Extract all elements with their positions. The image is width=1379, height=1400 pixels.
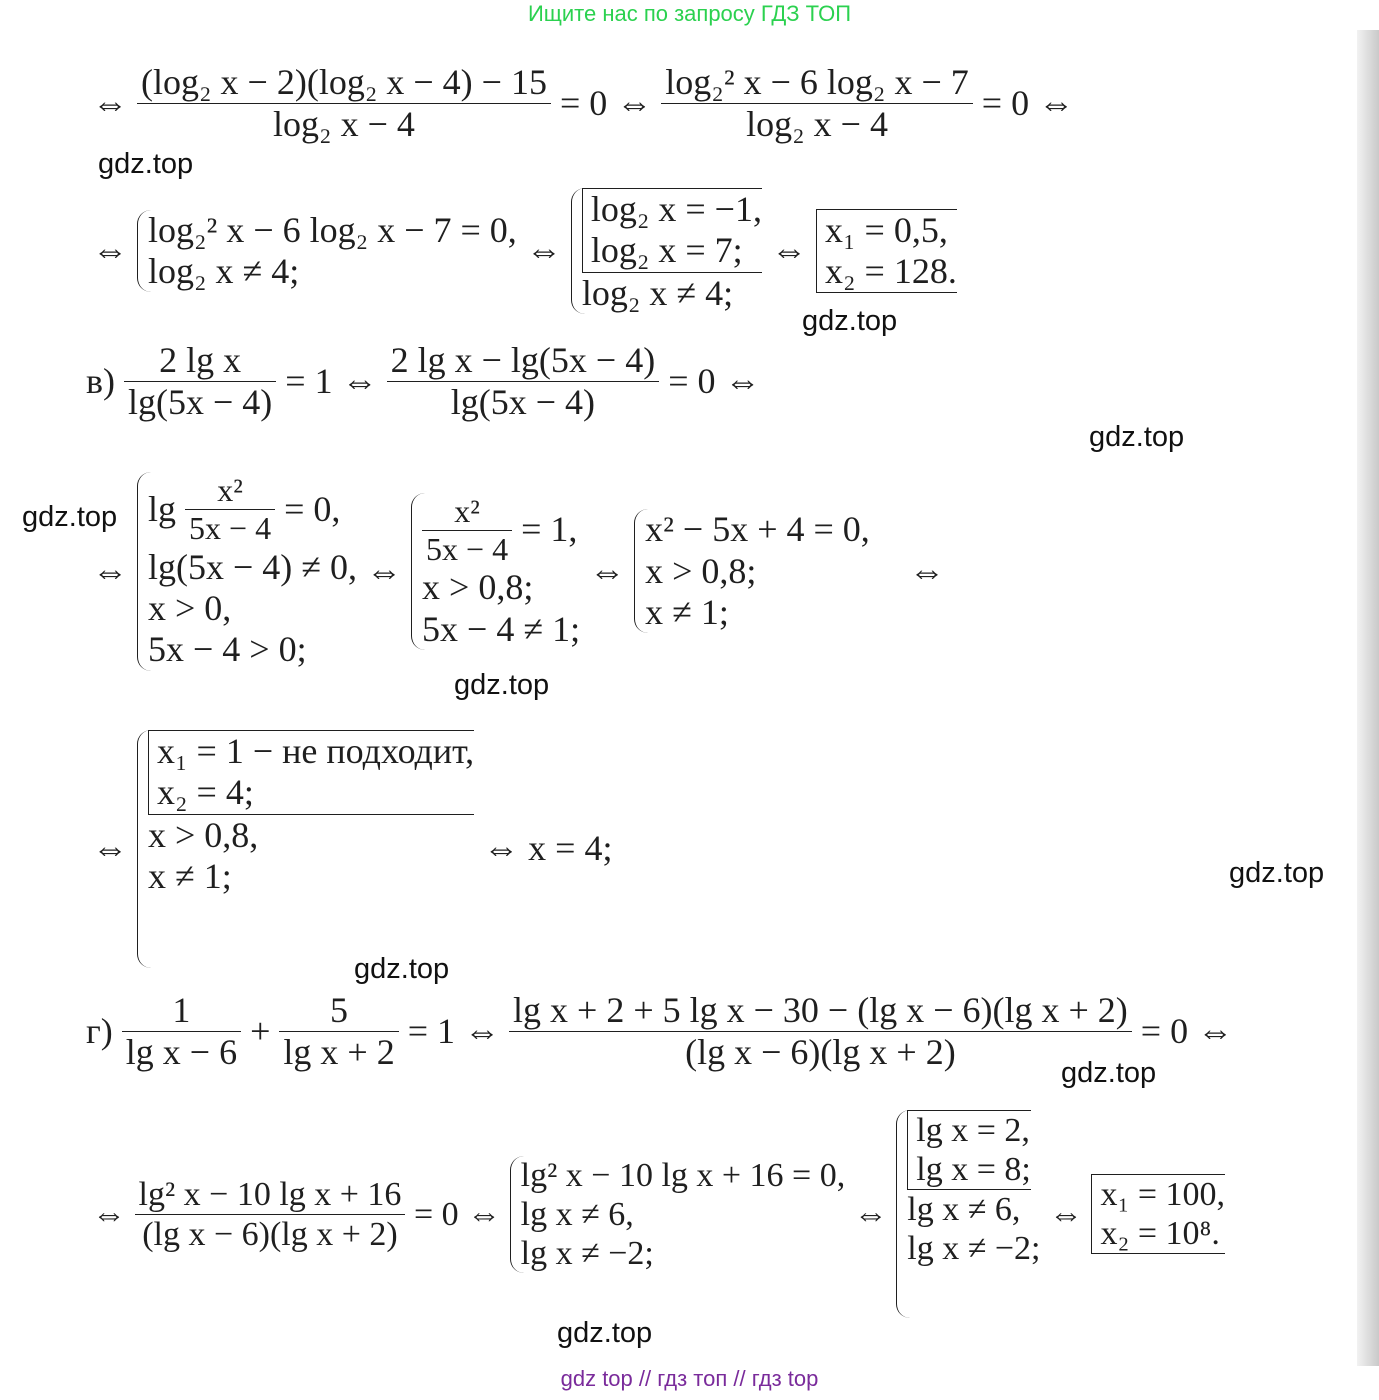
equation-line-3 (86, 340, 761, 424)
fraction (422, 493, 512, 568)
denominator: lg x + 2 (283, 1032, 395, 1073)
system-row: lg x ≠ −2; (907, 1230, 1041, 1268)
system-row: 5x − 4 ≠ 1; (422, 608, 581, 649)
system-row: x² − 5x + 4 = 0, (645, 509, 870, 550)
fraction (137, 62, 551, 146)
watermark: gdz.top (1089, 421, 1185, 453)
watermark: gdz.top (22, 501, 118, 533)
equiv-sign: ⇔ (589, 550, 626, 591)
equiv-sign: ⇔ (525, 230, 562, 271)
union-row: lg x = 8; (916, 1151, 1031, 1189)
system (896, 1110, 1040, 1318)
equals-zero: = 0 ⇔ (559, 83, 653, 124)
union-row: log₂ x = 7; (590, 230, 743, 271)
equals-zero: = 0 ⇔ (668, 361, 761, 402)
equation-line-2 (92, 188, 957, 314)
numerator: 1 (122, 990, 241, 1032)
system-row: x > 0, (148, 587, 232, 628)
system (137, 472, 357, 671)
equiv-sign: ⇔ (908, 550, 945, 591)
denominator: (lg x − 6)(lg x + 2) (142, 1215, 398, 1253)
denominator: log₂ x − 4 (273, 104, 415, 145)
system-row: lg x ≠ 6, (907, 1191, 1021, 1229)
answer-row: x₂ = 10⁸. (1100, 1215, 1220, 1253)
numerator: lg² x − 10 lg x + 16 (135, 1175, 406, 1215)
numerator: 2 lg x (124, 340, 276, 382)
equiv-sign: ⇔ (366, 550, 403, 591)
system (137, 210, 517, 293)
fraction (279, 990, 398, 1074)
watermark: gdz.top (98, 148, 194, 180)
equiv-sign: ⇔ (770, 230, 807, 271)
union-row: lg x = 2, (916, 1112, 1030, 1149)
system-row: lg(5x − 4) ≠ 0, (148, 546, 358, 587)
system-row: x > 0,8, (148, 814, 259, 855)
equation-line-1 (92, 62, 1074, 146)
answer-row: x₂ = 128. (824, 251, 957, 292)
equals-one: = 1 ⇔ (407, 1011, 501, 1052)
answer-bracket (1091, 1174, 1225, 1254)
equiv-sign: ⇔ (92, 83, 128, 124)
lg-text: lg (148, 488, 177, 529)
system-row: x > 0,8; (422, 567, 534, 608)
equation-line-4 (92, 472, 945, 671)
system-row: log₂ x ≠ 4; (148, 251, 300, 292)
system-row: lg x ≠ −2; (520, 1234, 654, 1272)
result: ⇔ x = 4; (483, 828, 613, 869)
numerator: 5 (279, 990, 398, 1032)
fraction (124, 340, 276, 424)
denominator: lg x − 6 (125, 1032, 238, 1073)
watermark: gdz.top (802, 305, 898, 337)
system (634, 509, 870, 633)
denominator: lg(5x − 4) (450, 382, 596, 423)
fraction (185, 472, 275, 547)
denominator: 5x − 4 (189, 509, 272, 546)
numerator: lg x + 2 + 5 lg x − 30 − (lg x − 6)(lg x + 2) (509, 990, 1132, 1032)
numerator: 2 lg x − lg(5x − 4) (387, 340, 660, 382)
equiv-sign: ⇔ (92, 828, 128, 869)
fraction (661, 62, 973, 146)
fraction (135, 1175, 406, 1254)
union-row: x₂ = 4; (157, 772, 254, 813)
watermark: gdz.top (1061, 1057, 1157, 1089)
system-row: x > 0,8; (645, 550, 757, 591)
watermark: gdz.top (454, 669, 550, 701)
system-row: log₂² x − 6 log₂ x − 7 = 0, (148, 209, 517, 250)
equiv-sign: ⇔ (92, 230, 128, 271)
denominator: 5x − 4 (426, 530, 509, 567)
equals-zero: = 0 ⇔ (1140, 1011, 1234, 1052)
numerator: x² (422, 493, 512, 531)
denominator: (lg x − 6)(lg x + 2) (685, 1032, 956, 1073)
fraction (122, 990, 241, 1074)
system-row: x ≠ 1; (148, 856, 232, 897)
equation-line-7 (92, 1110, 1225, 1318)
union-bracket (582, 188, 762, 273)
system-row: x ≠ 1; (645, 592, 729, 633)
equals-text: = 0, (284, 488, 341, 529)
numerator: x² (185, 472, 275, 510)
item-label: в) (86, 361, 115, 402)
numerator: (log₂ x − 2)(log₂ x − 4) − 15 (137, 62, 551, 104)
system-row (422, 493, 580, 568)
watermark: gdz.top (1229, 857, 1325, 889)
union-row: x₁ = 1 − не подходит, (157, 731, 475, 771)
fraction (509, 990, 1132, 1074)
fraction (387, 340, 660, 424)
denominator: log₂ x − 4 (746, 104, 888, 145)
equals-one: = 1 ⇔ (285, 361, 378, 402)
system (411, 493, 580, 650)
equals-zero: = 0 ⇔ (981, 83, 1075, 124)
header-banner: Ищите нас по запросу ГДЗ ТОП (527, 1, 852, 26)
footer-banner: gdz top // гдз топ // гдз top (560, 1366, 819, 1391)
equiv-sign: ⇔ (92, 1195, 126, 1233)
system (137, 730, 474, 968)
system-row: log₂ x ≠ 4; (581, 272, 734, 313)
item-label: г) (86, 1011, 113, 1052)
union-row: log₂ x = −1, (590, 189, 762, 229)
watermark: gdz.top (354, 953, 450, 985)
equals-text: = 1, (521, 509, 578, 550)
plus-sign: + (250, 1011, 271, 1052)
system (510, 1156, 846, 1273)
union-bracket (148, 730, 474, 815)
answer-row: x₁ = 100, (1100, 1176, 1226, 1214)
answer-bracket (816, 209, 957, 294)
answer-row: x₁ = 0,5, (824, 209, 948, 250)
equiv-sign: ⇔ (92, 550, 128, 591)
page-edge-shadow (1357, 30, 1379, 1366)
equals-zero: = 0 ⇔ (413, 1195, 502, 1233)
union-bracket (907, 1110, 1031, 1190)
equiv-sign: ⇔ (1048, 1195, 1083, 1233)
system-row: lg x ≠ 6, (520, 1195, 634, 1233)
equation-line-5 (92, 730, 612, 968)
denominator: lg(5x − 4) (128, 382, 273, 423)
numerator: log₂² x − 6 log₂ x − 7 (661, 62, 973, 104)
system (571, 188, 762, 314)
equiv-sign: ⇔ (853, 1195, 888, 1233)
system-row: 5x − 4 > 0; (148, 629, 307, 670)
watermark: gdz.top (557, 1317, 653, 1349)
system-row: lg² x − 10 lg x + 16 = 0, (520, 1156, 846, 1194)
system-row (148, 472, 357, 547)
